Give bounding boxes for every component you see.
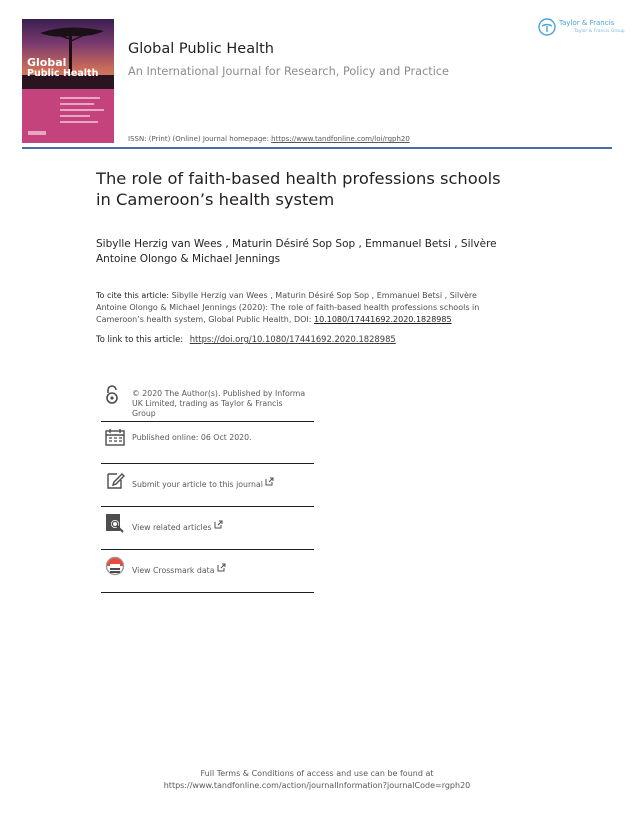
article-title-line1: The role of faith-based health professions schools [96,169,501,188]
info-divider [101,592,314,593]
citation-authors: Sibylle Herzig van Wees , Maturin Désiré Sop Sop , Emmanuel Betsi , Silvère [169,291,477,300]
journal-cover-image [22,19,114,143]
external-link-icon [217,563,226,572]
citation-line2: Antoine Olongo & Michael Jennings (2020): The role of faith-based health professions schools in [96,303,480,312]
authors-line2: Antoine Olongo & Michael Jennings [96,253,281,265]
journal-homepage-link[interactable]: https://www.tandfonline.com/loi/rgph20 [271,135,410,143]
article-doi-link[interactable]: https://doi.org/10.1080/17441692.2020.1828985 [189,334,396,344]
open-access-icon [105,385,119,405]
submit-article-label: Submit your article to this journal [132,480,263,489]
related-articles-label: View related articles [132,523,212,532]
submit-article-link[interactable] [132,477,274,489]
crossmark-icon [105,556,125,578]
citation-label: To cite this article: [96,291,170,300]
footer-terms-link[interactable]: https://www.tandfonline.com/action/journalInformation?journalCode=rgph20 [163,781,471,790]
copyright-line2: UK Limited, trading as Taylor & Francis [132,399,283,408]
header-divider [22,147,612,149]
view-crossmark-link[interactable] [132,563,226,575]
cover-title-line1: Global [27,56,67,69]
authors-line1: Sibylle Herzig van Wees , Maturin Désiré Sop Sop , Emmanuel Betsi , Silvère [96,238,497,250]
tf-logo-name: Taylor & Francis [559,19,615,27]
external-link-icon [214,520,223,529]
calendar-icon [105,428,125,446]
citation-doi-link[interactable]: 10.1080/17441692.2020.1828985 [314,315,452,324]
journal-title: Global Public Health [128,41,274,57]
cover-publisher-mark [28,131,46,135]
published-online-date: Published online: 06 Oct 2020. [132,433,252,442]
related-articles-icon [105,513,125,533]
citation-line1 [96,291,477,300]
crossmark-label: View Crossmark data [132,566,215,575]
tf-logo-icon [538,18,556,36]
issn-line [128,135,410,143]
info-divider [101,421,314,422]
footer-terms-text: Full Terms & Conditions of access and use can be found at [200,769,434,778]
tf-logo-group: Taylor & Francis Group [574,29,625,34]
info-divider [101,463,314,464]
citation-line3 [96,315,452,324]
article-link-label: To link to this article: [96,334,186,344]
citation-source: Cameroon’s health system, Global Public Health, DOI: [96,315,314,324]
taylor-francis-logo[interactable] [538,16,625,40]
external-link-icon [265,477,274,486]
copyright-line3: Group [132,409,156,418]
journal-subtitle: An International Journal for Research, Policy and Practice [128,65,450,78]
article-title-line2: in Cameroon’s health system [96,190,335,209]
article-link-line [96,334,396,344]
cover-title-line2: Public Health [27,68,99,79]
info-divider [101,506,314,507]
cover-text-lines [60,97,106,127]
info-divider [101,549,314,550]
issn-text: ISSN: (Print) (Online) Journal homepage: [128,135,272,143]
edit-icon [105,470,125,490]
copyright-line1: © 2020 The Author(s). Published by Informa [132,389,306,398]
view-related-articles-link[interactable] [132,520,223,532]
